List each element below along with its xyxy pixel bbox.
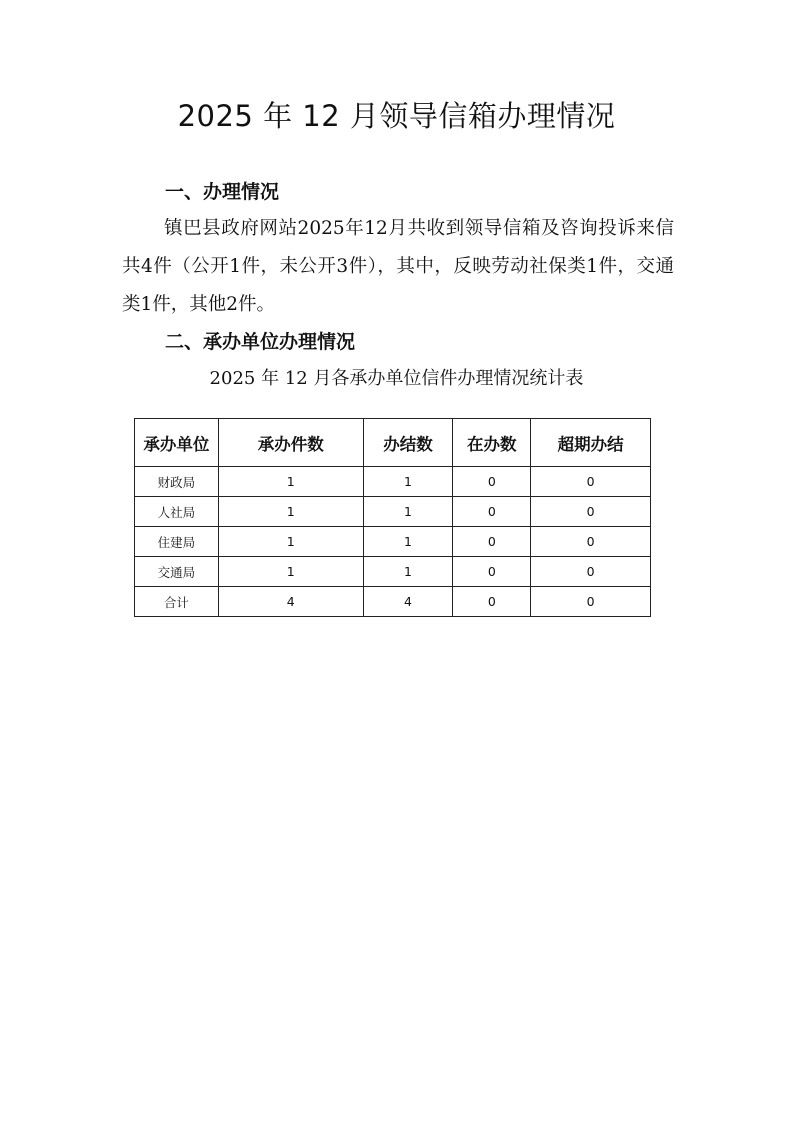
cell-department: 财政局 (135, 467, 219, 497)
cell-completed-count: 1 (363, 527, 453, 557)
document-title: 2025 年 12 月领导信箱办理情况 (177, 99, 616, 133)
table-row-total (135, 587, 651, 617)
cell-total-assigned: 4 (218, 587, 363, 617)
header-completed-count: 办结数 (363, 419, 453, 467)
department-stats-table (134, 418, 651, 617)
cell-department: 住建局 (135, 527, 219, 557)
cell-in-progress-count: 0 (453, 557, 531, 587)
summary-paragraph: 镇巴县政府网站2025年12月共收到领导信箱及咨询投诉来信共4件（公开1件，未公开3件），其中，反映劳动社保类1件，交通类1件，其他2件。 (122, 218, 674, 315)
cell-completed-count: 1 (363, 497, 453, 527)
cell-in-progress-count: 0 (453, 527, 531, 557)
section-heading-handling: 一、办理情况 (165, 181, 280, 203)
cell-assigned-count: 1 (218, 527, 363, 557)
cell-total-overdue-completed: 0 (531, 587, 651, 617)
cell-department: 交通局 (135, 557, 219, 587)
cell-overdue-completed: 0 (531, 497, 651, 527)
cell-total-label: 合计 (135, 587, 219, 617)
section-heading-departments: 二、承办单位办理情况 (165, 331, 356, 353)
cell-overdue-completed: 0 (531, 467, 651, 497)
cell-assigned-count: 1 (218, 557, 363, 587)
header-overdue-completed: 超期办结 (531, 419, 651, 467)
cell-total-in-progress: 0 (453, 587, 531, 617)
cell-in-progress-count: 0 (453, 497, 531, 527)
table-row (135, 467, 651, 497)
header-department: 承办单位 (135, 419, 219, 467)
header-assigned-count: 承办件数 (218, 419, 363, 467)
table-header-row (135, 419, 651, 467)
cell-assigned-count: 1 (218, 467, 363, 497)
cell-overdue-completed: 0 (531, 557, 651, 587)
table-caption: 2025 年 12 月各承办单位信件办理情况统计表 (209, 368, 584, 389)
cell-overdue-completed: 0 (531, 527, 651, 557)
header-in-progress-count: 在办数 (453, 419, 531, 467)
cell-assigned-count: 1 (218, 497, 363, 527)
table-row (135, 557, 651, 587)
cell-completed-count: 1 (363, 557, 453, 587)
table-row (135, 497, 651, 527)
cell-in-progress-count: 0 (453, 467, 531, 497)
cell-total-completed: 4 (363, 587, 453, 617)
table-row (135, 527, 651, 557)
cell-department: 人社局 (135, 497, 219, 527)
cell-completed-count: 1 (363, 467, 453, 497)
